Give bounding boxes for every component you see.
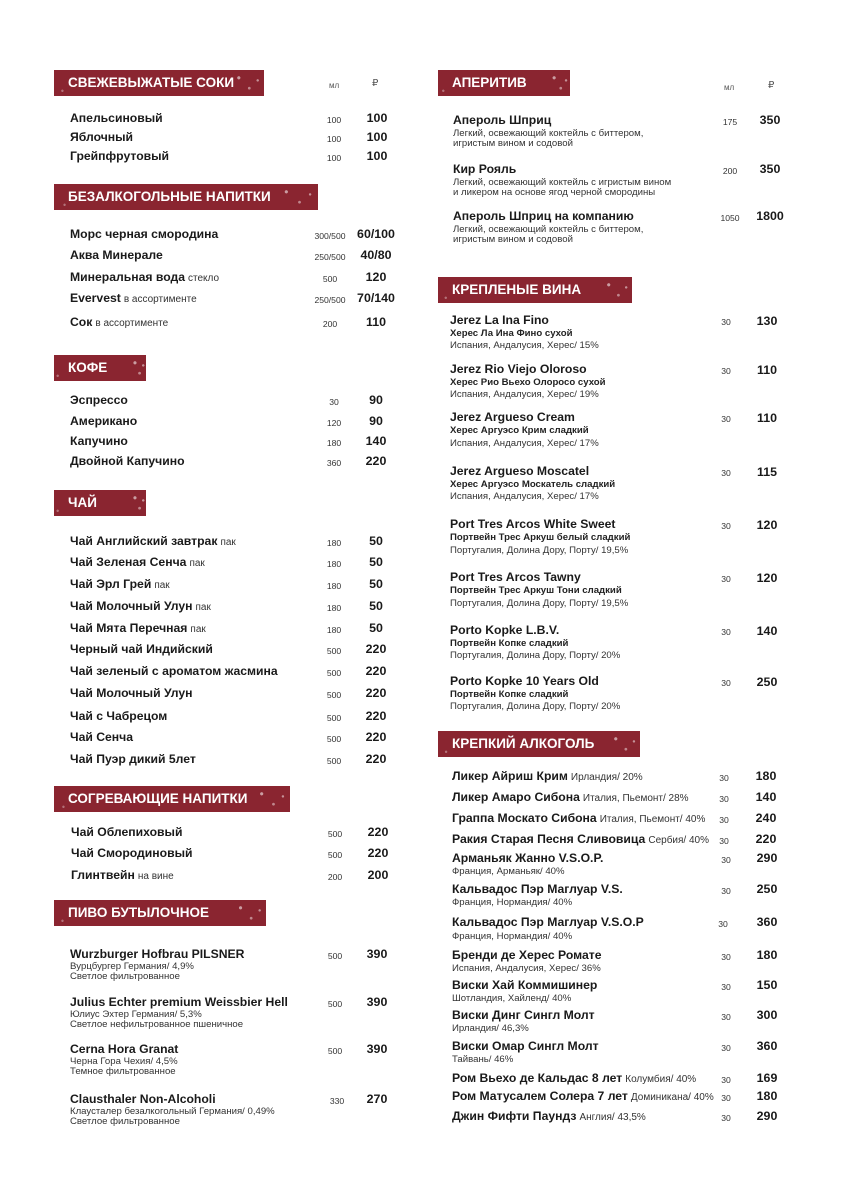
menu-item-name: Ликер Амаро Сибона Италия, Пьемонт/ 28% [452, 790, 689, 804]
menu-item-volume: 30 [721, 886, 731, 896]
menu-item-name: Джин Фифти Паундз Англия/ 43,5% [452, 1109, 646, 1123]
menu-item-name: Jerez Argueso Cream [450, 410, 575, 424]
menu-item-name: Американо [70, 414, 138, 428]
menu-item-price: 115 [757, 465, 777, 479]
menu-item-description: Светлое фильтрованное [70, 1116, 180, 1127]
menu-item-price: 240 [755, 811, 777, 825]
menu-item-region: Тайвань/ 46% [452, 1054, 514, 1065]
menu-item-price: 220 [365, 730, 387, 744]
menu-item-volume: 500 [322, 274, 338, 284]
menu-item-price: 110 [366, 315, 386, 329]
menu-item-price: 390 [366, 947, 388, 961]
menu-item-volume: 500 [327, 999, 343, 1009]
menu-item-name: Porto Kopke 10 Years Old [450, 674, 599, 688]
section-header-warm-drinks: СОГРЕВАЮЩИЕ НАПИТКИ [54, 786, 290, 812]
menu-item-name: Кир Рояль [453, 162, 517, 176]
menu-item-price: 350 [759, 113, 781, 127]
menu-item-region: Испания, Андалусия, Херес/ 17% [450, 438, 599, 449]
menu-item-region: Испания, Андалусия, Херес/ 36% [452, 963, 601, 974]
menu-item-description: Легкий, освежающий коктейль с биттером, [453, 128, 644, 139]
menu-item-name: Ром Вьехо де Кальдас 8 лет Колумбия/ 40% [452, 1071, 697, 1085]
menu-item-price: 220 [755, 832, 777, 846]
menu-item-volume: 30 [721, 317, 731, 327]
menu-item-description: Портвейн Копке сладкий [450, 638, 569, 649]
menu-item-name: Ракия Старая Песня Сливовица Сербия/ 40% [452, 832, 709, 846]
menu-item-volume: 30 [329, 397, 339, 407]
menu-item-name: Porto Kopke L.B.V. [450, 623, 560, 637]
menu-item-name: Ром Матусалем Солера 7 лет Доминикана/ 40% [452, 1089, 714, 1103]
menu-item-description: игристым вином и содовой [453, 234, 573, 245]
menu-item-volume: 180 [326, 603, 342, 613]
menu-item-volume: 100 [326, 134, 342, 144]
menu-item-name: Evervest в ассортименте [70, 291, 197, 305]
menu-item-price: 360 [756, 915, 778, 929]
menu-item-price: 1800 [756, 209, 784, 223]
menu-item-volume: 200 [322, 319, 338, 329]
menu-item-volume: 500 [327, 850, 343, 860]
menu-item-volume: 100 [326, 115, 342, 125]
menu-item-name: Jerez La Ina Fino [450, 313, 549, 327]
menu-item-volume: 30 [718, 919, 728, 929]
column-header-ml: мл [724, 83, 735, 92]
menu-item-volume: 180 [326, 538, 342, 548]
menu-item-price: 220 [365, 709, 387, 723]
menu-item-price: 140 [756, 624, 778, 638]
menu-item-price: 40/80 [360, 248, 392, 262]
menu-item-price: 50 [369, 621, 383, 635]
menu-item-price: 60/100 [357, 227, 395, 241]
menu-item-price: 180 [755, 769, 777, 783]
menu-item-description: Легкий, освежающий коктейль с игристым вином [453, 177, 672, 188]
menu-item-price: 120 [365, 270, 387, 284]
menu-item-name: Jerez Argueso Moscatel [450, 464, 590, 478]
menu-item-name: Морс черная смородина [70, 227, 219, 241]
menu-item-name: Минеральная вода стекло [70, 270, 220, 284]
menu-item-volume: 200 [722, 166, 738, 176]
menu-item-name: Бренди де Херес Ромате [452, 948, 602, 962]
menu-item-price: 250 [756, 882, 778, 896]
section-header-juices: СВЕЖЕВЫЖАТЫЕ СОКИ [54, 70, 264, 96]
menu-item-price: 110 [757, 411, 777, 425]
menu-item-description: Светлое нефильтрованное пшеничное [70, 1019, 244, 1030]
menu-item-volume: 30 [719, 773, 729, 783]
menu-item-volume: 200 [327, 872, 343, 882]
menu-item-name: Чай с Чабрецом [70, 709, 168, 723]
menu-item-price: 70/140 [357, 291, 395, 305]
menu-item-price: 50 [369, 534, 383, 548]
menu-item-volume: 500 [326, 646, 342, 656]
menu-item-name: Апероль Шприц на компанию [453, 209, 634, 223]
menu-item-name: Чай Мята Перечная пак [70, 621, 206, 635]
menu-item-volume: 30 [721, 678, 731, 688]
section-header-tea: ЧАЙ [54, 490, 146, 516]
menu-item-description: игристым вином и содовой [453, 138, 573, 149]
menu-item-volume: 1050 [720, 213, 740, 223]
menu-item-name: Грейпфрутовый [70, 149, 170, 163]
menu-item-price: 169 [756, 1071, 778, 1085]
menu-item-description: Юлиус Эхтер Германия/ 5,3% [70, 1009, 202, 1020]
menu-item-volume: 250/500 [314, 252, 346, 262]
menu-item-region: Португалия, Долина Дору, Порту/ 19,5% [450, 545, 629, 556]
menu-item-description: Клаусталер безалкогольный Германия/ 0,49% [70, 1106, 275, 1117]
menu-item-name: Апероль Шприц [453, 113, 552, 127]
menu-item-region: Португалия, Долина Дору, Порту/ 20% [450, 650, 621, 661]
menu-item-price: 110 [757, 363, 777, 377]
menu-item-name: Чай Молочный Улун [70, 686, 193, 700]
menu-item-description: Херес Аргуэсо Москатель сладкий [450, 479, 616, 490]
menu-item-volume: 100 [326, 153, 342, 163]
menu-item-volume: 180 [326, 559, 342, 569]
menu-item-name: Яблочный [70, 130, 134, 144]
menu-item-price: 200 [367, 868, 389, 882]
menu-item-description: Херес Аргуэсо Крим сладкий [450, 425, 589, 436]
menu-item-description: Темное фильтрованное [70, 1066, 176, 1077]
menu-item-region: Португалия, Долина Дору, Порту/ 20% [450, 701, 621, 712]
section-header-bottled-beer: ПИВО БУТЫЛОЧНОЕ [54, 900, 266, 926]
menu-item-region: Франция, Нормандия/ 40% [452, 931, 573, 942]
menu-item-region: Ирландия/ 46,3% [452, 1023, 529, 1034]
menu-item-volume: 120 [326, 418, 342, 428]
menu-item-name: Виски Хай Коммишинер [452, 978, 598, 992]
menu-item-description: Черна Гора Чехия/ 4,5% [70, 1056, 178, 1067]
menu-item-volume: 30 [721, 414, 731, 424]
menu-item-volume: 30 [719, 836, 729, 846]
menu-item-volume: 330 [329, 1096, 345, 1106]
menu-item-volume: 30 [721, 1113, 731, 1123]
menu-item-volume: 30 [721, 574, 731, 584]
menu-item-price: 180 [756, 948, 778, 962]
menu-item-price: 220 [365, 642, 387, 656]
menu-item-volume: 180 [326, 625, 342, 635]
menu-item-volume: 30 [721, 1043, 731, 1053]
menu-item-price: 180 [756, 1089, 778, 1103]
menu-item-name: Julius Echter premium Weissbier Hell [70, 995, 288, 1009]
menu-item-volume: 175 [722, 117, 738, 127]
menu-item-price: 220 [367, 846, 389, 860]
menu-item-price: 100 [366, 130, 388, 144]
menu-item-price: 390 [366, 995, 388, 1009]
section-header-fortified-wines: КРЕПЛЕНЫЕ ВИНА [438, 277, 632, 303]
menu-item-price: 220 [365, 686, 387, 700]
menu-item-volume: 30 [721, 982, 731, 992]
menu-item-volume: 500 [327, 829, 343, 839]
menu-item-volume: 180 [326, 581, 342, 591]
section-header-aperitif: АПЕРИТИВ [438, 70, 570, 96]
menu-item-region: Испания, Андалусия, Херес/ 19% [450, 389, 599, 400]
menu-item-description: Портвейн Трес Аркуш Тони сладкий [450, 585, 622, 596]
menu-item-price: 130 [756, 314, 778, 328]
menu-item-price: 120 [756, 518, 778, 532]
menu-item-volume: 300/500 [314, 231, 346, 241]
menu-item-name: Чай зеленый с ароматом жасмина [70, 664, 278, 678]
menu-item-volume: 500 [326, 734, 342, 744]
column-header-rub: ₽ [768, 80, 775, 91]
menu-item-name: Чай Эрл Грей пак [70, 577, 170, 591]
menu-item-name: Jerez Rio Viejo Oloroso [450, 362, 587, 376]
menu-item-price: 250 [756, 675, 778, 689]
menu-item-name: Чай Зеленая Сенча пак [70, 555, 205, 569]
menu-item-name: Виски Динг Сингл Молт [452, 1008, 595, 1022]
menu-item-name: Port Tres Arcos White Sweet [450, 517, 616, 531]
menu-item-volume: 30 [721, 1012, 731, 1022]
menu-item-region: Шотландия, Хайленд/ 40% [452, 993, 572, 1004]
section-header-coffee: КОФЕ [54, 355, 146, 381]
menu-item-description: Вурцбургер Германия/ 4,9% [70, 961, 194, 972]
menu-item-volume: 30 [721, 521, 731, 531]
menu-item-volume: 30 [721, 627, 731, 637]
menu-item-price: 220 [367, 825, 389, 839]
menu-item-name: Cerna Hora Granat [70, 1042, 179, 1056]
menu-item-volume: 180 [326, 438, 342, 448]
menu-item-volume: 500 [327, 951, 343, 961]
menu-item-description: Херес Рио Вьехо Олоросо сухой [450, 377, 606, 388]
menu-item-price: 50 [369, 577, 383, 591]
menu-item-price: 140 [755, 790, 777, 804]
menu-item-price: 90 [369, 393, 383, 407]
menu-item-price: 290 [756, 1109, 778, 1123]
menu-item-name: Сок в ассортименте [70, 315, 169, 329]
menu-item-volume: 30 [721, 468, 731, 478]
menu-item-price: 50 [369, 599, 383, 613]
menu-item-price: 360 [756, 1039, 778, 1053]
menu-item-volume: 30 [721, 366, 731, 376]
menu-item-name: Чай Английский завтрак пак [70, 534, 236, 548]
menu-item-name: Эспрессо [70, 393, 128, 407]
menu-item-name: Аква Минерале [70, 248, 163, 262]
column-header-ml: мл [329, 81, 340, 90]
menu-item-name: Арманьяк Жанно V.S.O.P. [452, 851, 604, 865]
menu-item-name: Чай Облепиховый [71, 825, 183, 839]
menu-item-volume: 30 [719, 794, 729, 804]
menu-item-price: 270 [366, 1092, 388, 1106]
menu-item-volume: 500 [326, 690, 342, 700]
menu-item-volume: 30 [721, 1093, 731, 1103]
menu-item-price: 220 [365, 752, 387, 766]
menu-item-name: Двойной Капучино [70, 454, 185, 468]
menu-item-description: Светлое фильтрованное [70, 971, 180, 982]
menu-item-volume: 250/500 [314, 295, 346, 305]
menu-item-price: 100 [366, 149, 388, 163]
menu-item-name: Черный чай Индийский [70, 642, 213, 656]
menu-item-price: 220 [365, 454, 387, 468]
menu-item-name: Чай Сенча [70, 730, 134, 744]
menu-item-name: Clausthaler Non-Alcoholi [70, 1092, 216, 1106]
menu-item-price: 140 [365, 434, 387, 448]
menu-item-price: 220 [365, 664, 387, 678]
menu-item-volume: 500 [326, 713, 342, 723]
menu-item-name: Wurzburger Hofbrau PILSNER [70, 947, 245, 961]
menu-item-price: 100 [366, 111, 388, 125]
menu-item-price: 50 [369, 555, 383, 569]
menu-item-volume: 500 [326, 668, 342, 678]
menu-item-volume: 30 [719, 815, 729, 825]
menu-item-description: Портвейн Копке сладкий [450, 689, 569, 700]
menu-item-price: 120 [756, 571, 778, 585]
section-header-soft-drinks: БЕЗАЛКОГОЛЬНЫЕ НАПИТКИ [54, 184, 318, 210]
menu-item-name: Капучино [70, 434, 128, 448]
menu-item-region: Франция, Нормандия/ 40% [452, 897, 573, 908]
menu-item-description: Портвейн Трес Аркуш белый сладкий [450, 532, 631, 543]
menu-item-volume: 30 [721, 952, 731, 962]
section-header-strong-alcohol: КРЕПКИЙ АЛКОГОЛЬ [438, 731, 640, 757]
menu-item-name: Апельсиновый [70, 111, 163, 125]
menu-item-name: Чай Пуэр дикий 5лет [70, 752, 196, 766]
menu-item-name: Чай Молочный Улун пак [70, 599, 211, 613]
menu-item-name: Кальвадос Пэр Маглуар V.S. [452, 882, 623, 896]
menu-item-region: Франция, Арманьяк/ 40% [452, 866, 565, 877]
menu-item-name: Ликер Айриш Крим Ирландия/ 20% [452, 769, 643, 783]
menu-item-name: Чай Смородиновый [71, 846, 193, 860]
menu-item-description: Херес Ла Ина Фино сухой [450, 328, 573, 339]
menu-item-price: 150 [756, 978, 778, 992]
menu-item-name: Виски Омар Сингл Молт [452, 1039, 599, 1053]
menu-item-name: Кальвадос Пэр Маглуар V.S.O.P [452, 915, 644, 929]
menu-item-name: Port Tres Arcos Tawny [450, 570, 581, 584]
column-header-rub: ₽ [372, 78, 379, 89]
menu-item-volume: 500 [326, 756, 342, 766]
menu-item-price: 300 [756, 1008, 778, 1022]
menu-item-price: 290 [756, 851, 778, 865]
menu-item-price: 350 [759, 162, 781, 176]
menu-item-region: Португалия, Долина Дору, Порту/ 19,5% [450, 598, 629, 609]
menu-item-price: 90 [369, 414, 383, 428]
menu-item-price: 390 [366, 1042, 388, 1056]
menu-item-description: и ликером на основе ягод черной смородины [453, 187, 656, 198]
menu-item-volume: 30 [721, 855, 731, 865]
menu-item-volume: 30 [721, 1075, 731, 1085]
menu-item-volume: 500 [327, 1046, 343, 1056]
menu-item-name: Глинтвейн на вине [71, 868, 174, 882]
menu-item-description: Легкий, освежающий коктейль с биттером, [453, 224, 644, 235]
menu-item-region: Испания, Андалусия, Херес/ 15% [450, 340, 599, 351]
menu-item-region: Испания, Андалусия, Херес/ 17% [450, 491, 599, 502]
menu-item-volume: 360 [326, 458, 342, 468]
menu-item-name: Граппа Москато Сибона Италия, Пьемонт/ 40% [452, 811, 706, 825]
